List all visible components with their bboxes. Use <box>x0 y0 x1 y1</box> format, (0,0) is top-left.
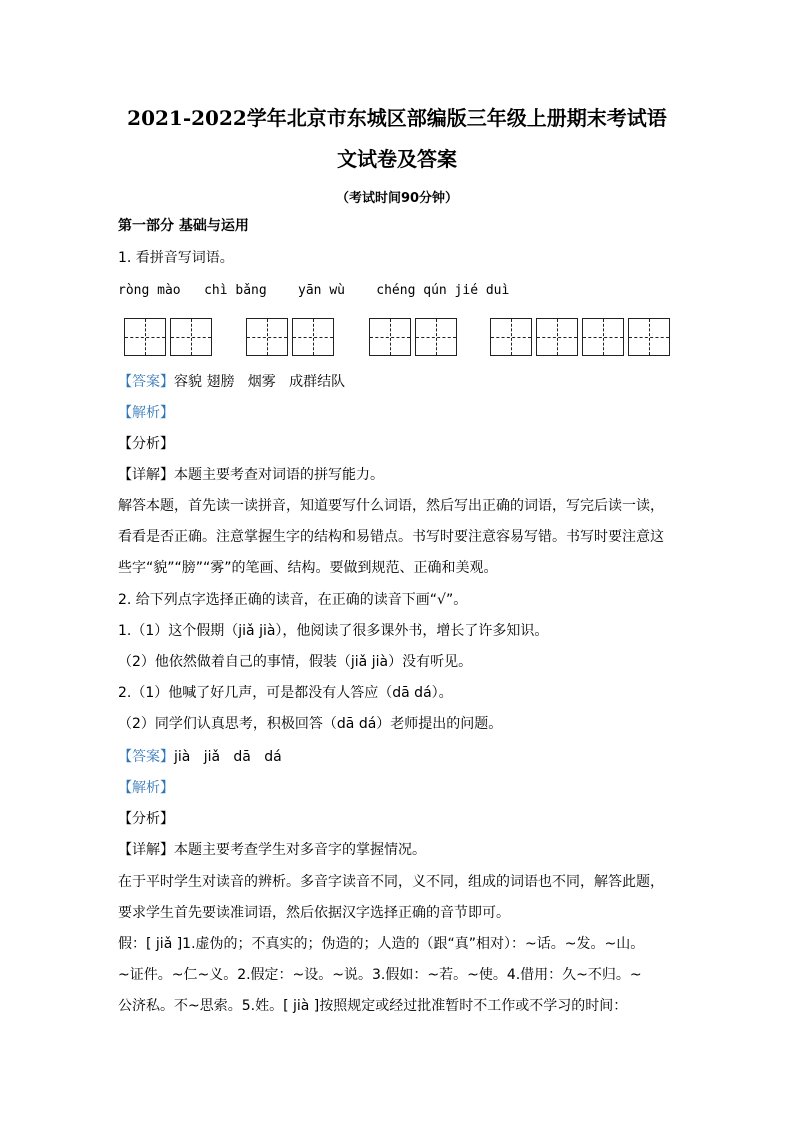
q2-explanation-line: 要求学生首先要读准词语，然后依据汉字选择正确的音节即可。 <box>118 905 510 921</box>
q1-prompt: 1. 看拼音写词语。 <box>118 250 234 266</box>
answer-tag: 【答案】 <box>118 374 174 390</box>
detail-text: 本题主要考查对词语的拼写能力。 <box>174 467 384 483</box>
detail-tag: 【详解】 <box>118 467 174 483</box>
writing-box <box>490 318 532 356</box>
section-heading: 第一部分 基础与运用 <box>118 218 249 234</box>
detail-text: 本题主要考查学生对多音字的掌握情况。 <box>174 842 426 858</box>
writing-box <box>628 318 670 356</box>
q2-explanation-line: 公济私。不~思索。5.姓。[ jià ]按照规定或经过批准暂时不工作或不学习的时间： <box>118 998 628 1014</box>
q1-analysis-tag: 【解析】 <box>118 405 174 421</box>
q2-answer <box>118 748 282 766</box>
q2-explanation-line: ~证件。~仁~义。2.假定：~设。~说。3.假如：~若。~使。4.借用：久~不归。~ <box>118 967 642 983</box>
writing-box <box>170 318 212 356</box>
q2-item: （2）他依然做着自己的事情，假装（jiǎ jià）没有听见。 <box>118 654 473 670</box>
answer-text: jià jiǎ dā dá <box>174 749 282 765</box>
q2-item: （2）同学们认真思考，积极回答（dā dá）老师提出的问题。 <box>118 716 503 732</box>
q1-detail <box>118 466 384 484</box>
writing-box <box>369 318 411 356</box>
q1-pinyin: ròng mào chì bǎng yān wù chéng qún jié duì <box>118 283 510 298</box>
q2-analysis-tag: 【解析】 <box>118 780 174 796</box>
q1-explanation-line: 些字“貌”“膀”“雾”的笔画、结构。要做到规范、正确和美观。 <box>118 560 498 576</box>
exam-time: （考试时间90分钟） <box>335 191 459 206</box>
q2-explanation-line: 假：[ jiǎ ]1.虚伪的；不真实的；伪造的；人造的（跟“真”相对）：~话。~发。~山。 <box>118 936 645 952</box>
q2-item: 2.（1）他喊了好几声，可是都没有人答应（dā dá）。 <box>118 685 453 701</box>
q2-detail <box>118 841 426 859</box>
writing-box <box>292 318 334 356</box>
q2-item: 1.（1）这个假期（jiǎ jià），他阅读了很多课外书，增长了许多知识。 <box>118 623 549 639</box>
writing-box <box>582 318 624 356</box>
writing-grid-3 <box>369 318 457 356</box>
answer-text: 容貌 翅膀 烟雾 成群结队 <box>174 374 346 390</box>
document-title-line2: 文试卷及答案 <box>337 147 457 171</box>
answer-tag: 【答案】 <box>118 749 174 765</box>
writing-grid-2 <box>246 318 334 356</box>
q1-fenxi-tag: 【分析】 <box>118 436 174 452</box>
writing-box <box>246 318 288 356</box>
writing-grid-4 <box>490 318 670 356</box>
q2-explanation-line: 在于平时学生对读音的辨析。多音字读音不同，义不同，组成的词语也不同，解答此题， <box>118 874 664 890</box>
q2-fenxi-tag: 【分析】 <box>118 811 174 827</box>
q1-explanation-line: 看看是否正确。注意掌握生字的结构和易错点。书写时要注意容易写错。书写时要注意这 <box>118 529 664 545</box>
writing-box <box>415 318 457 356</box>
writing-box <box>124 318 166 356</box>
writing-grid-1 <box>124 318 212 356</box>
q1-answer <box>118 373 345 391</box>
writing-box <box>536 318 578 356</box>
q2-prompt: 2. 给下列点字选择正确的读音，在正确的读音下画“√”。 <box>118 592 468 608</box>
detail-tag: 【详解】 <box>118 842 174 858</box>
q1-explanation-line: 解答本题，首先读一读拼音，知道要写什么词语，然后写出正确的词语，写完后读一读， <box>118 498 664 514</box>
document-title-line1: 2021-2022学年北京市东城区部编版三年级上册期末考试语 <box>127 106 667 130</box>
